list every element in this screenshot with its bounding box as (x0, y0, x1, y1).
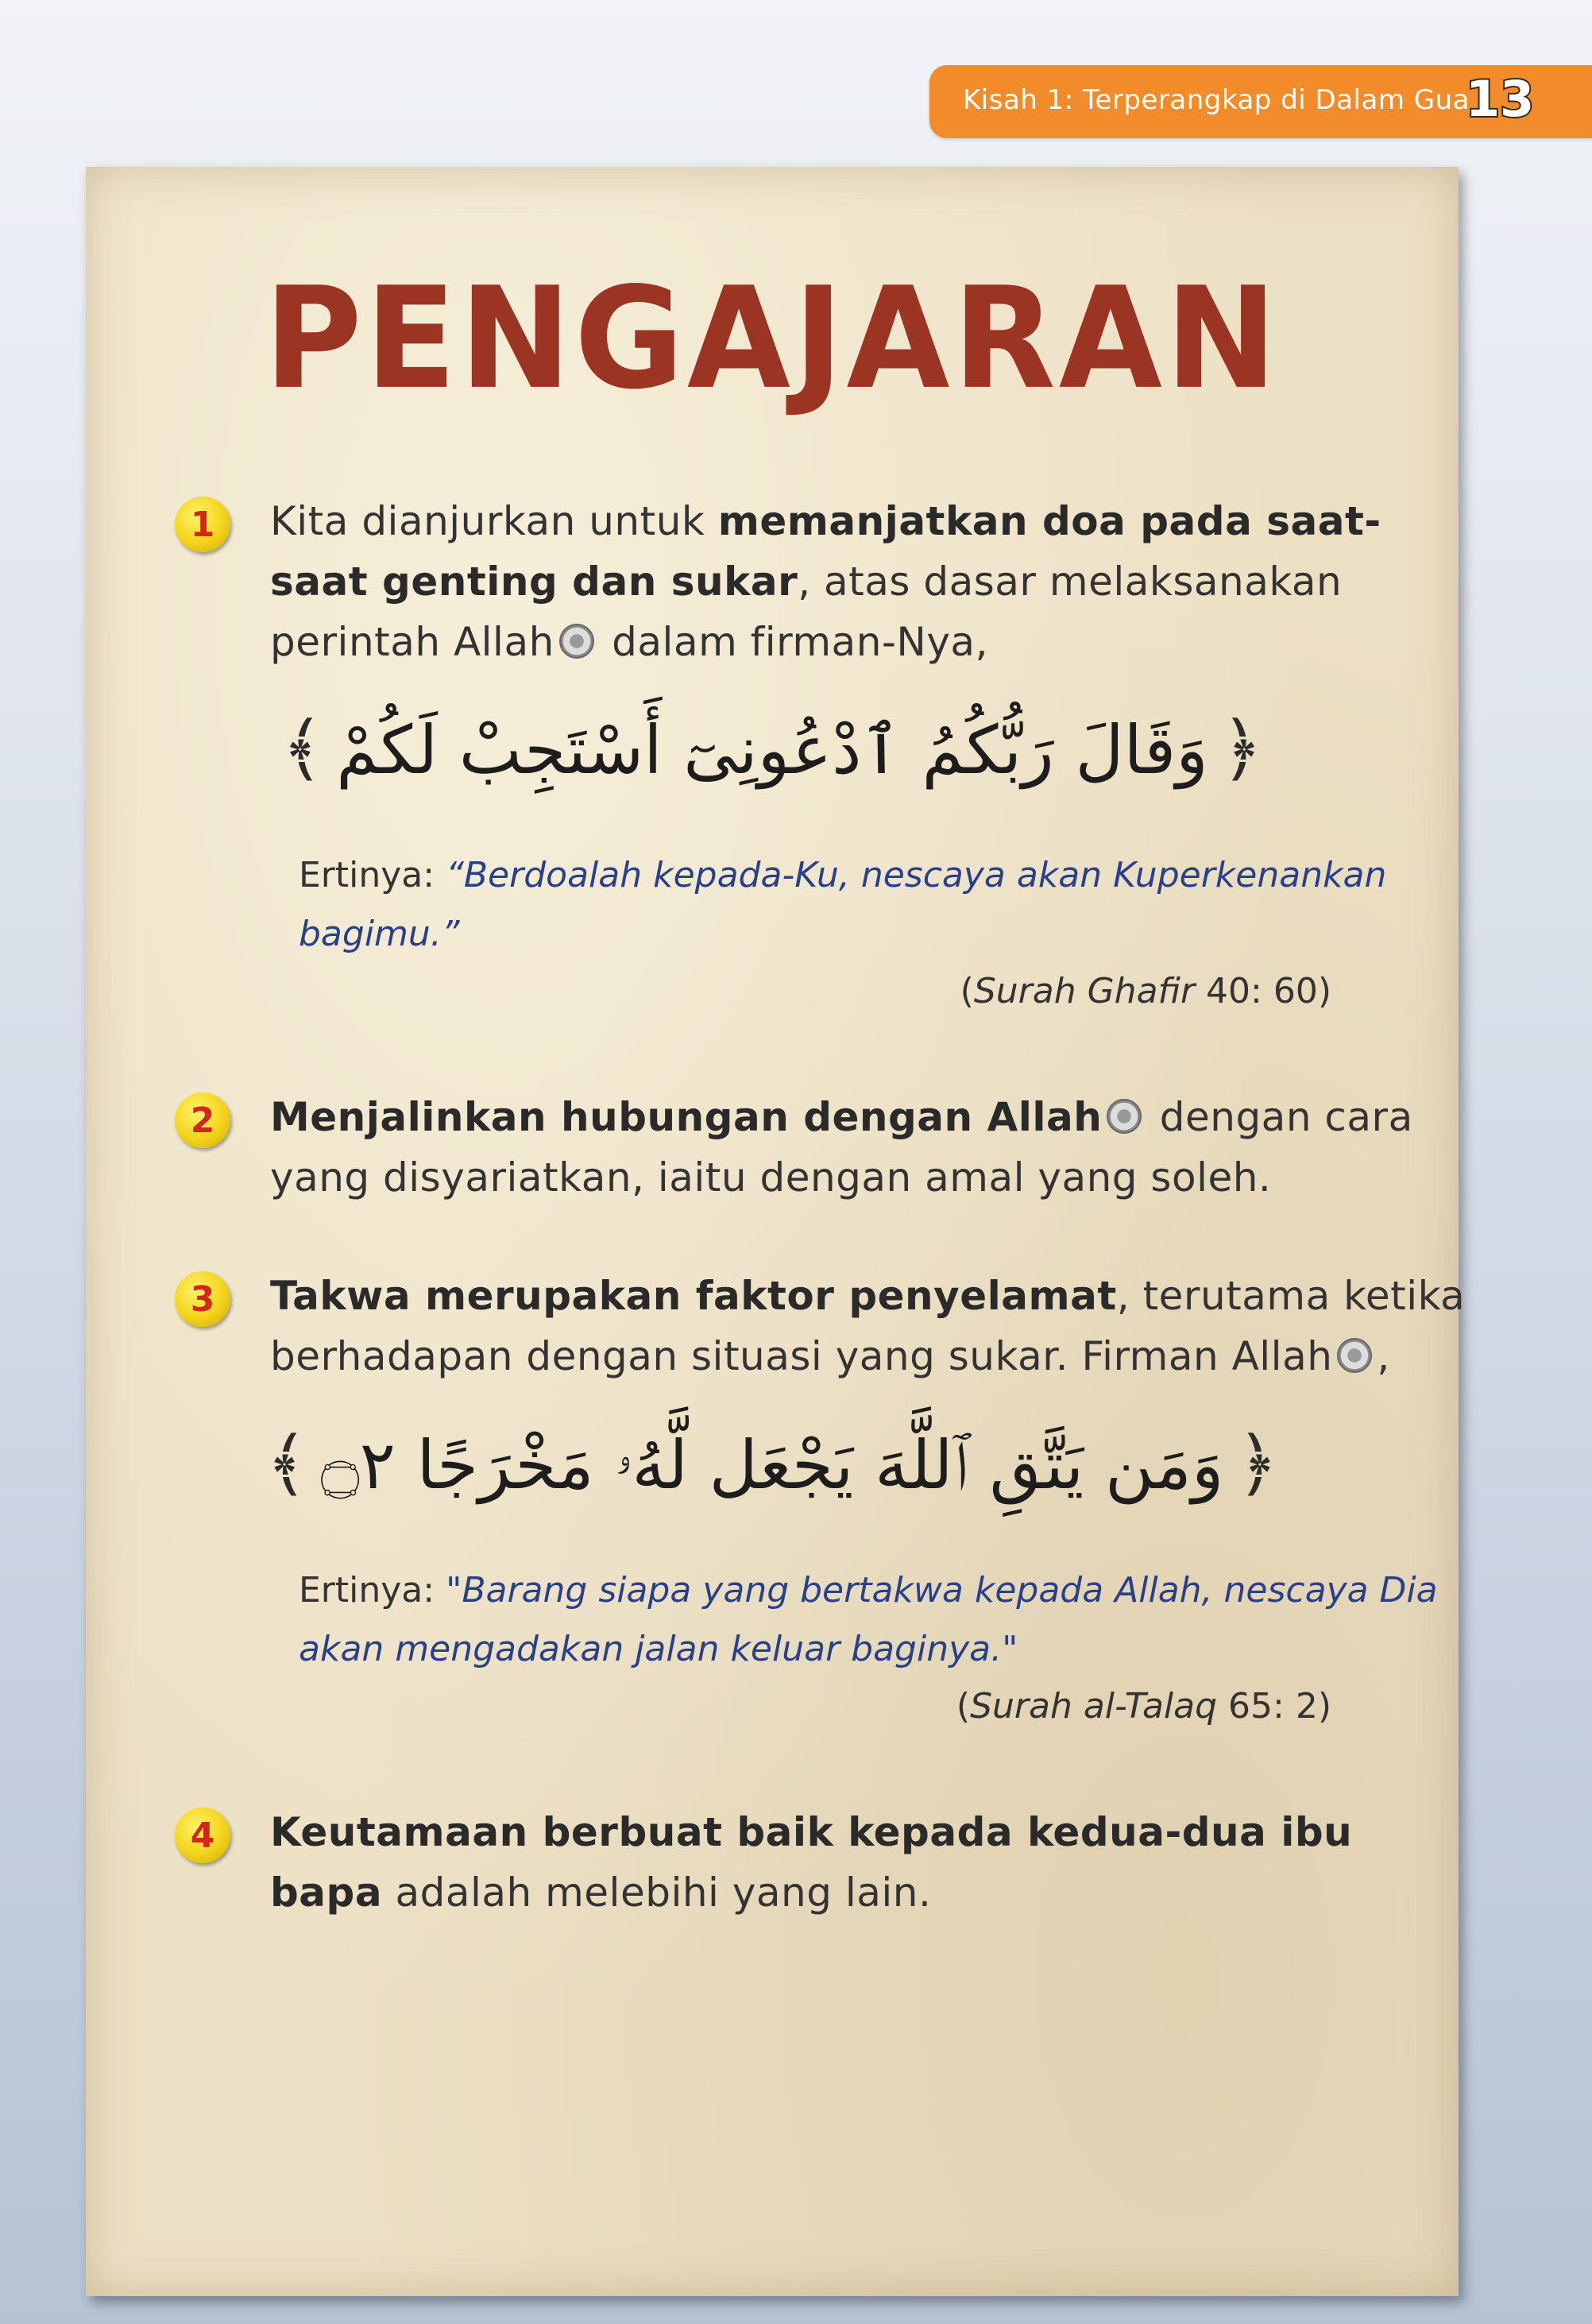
point-1-continued: , atas dasar melaksanakan perintah Allah (270, 559, 1343, 665)
verse-2-arabic (86, 1422, 1459, 1506)
translation-2-quote: "Barang siapa yang bertakwa kepada Allah, nescaya Dia akan mengadakan jalan keluar baginya." (299, 1570, 1438, 1669)
translation-1-label: Ertinya: (299, 855, 446, 895)
verse-1-text: وَقَالَ رَبُّكُمُ ٱدْعُونِىٓ أَسْتَجِبْ لَكُمْ (336, 711, 1208, 789)
page-number: 13 (1466, 70, 1535, 128)
verse-2-bracket-open: ﴿ (1236, 1422, 1279, 1506)
swt-honorific-icon (559, 624, 594, 659)
verse-2-citation (956, 1686, 1331, 1727)
page-title: PENGAJARAN (264, 257, 1281, 420)
point-1-ending: dalam firman-Nya, (598, 619, 988, 665)
point-3-continued: , terutama ketika berhadapan dengan situasi yang sukar. Firman Allah (270, 1273, 1466, 1379)
citation-2-open: ( (956, 1686, 971, 1727)
verse-2-bracket-close: ﴾ (265, 1422, 308, 1506)
point-1-bold: memanjatkan doa pada saat-saat genting dan sukar (270, 498, 1381, 605)
point-3-ending: , (1377, 1333, 1390, 1379)
point-1-intro: Kita dianjurkan untuk (270, 498, 718, 544)
citation-1-ref: 40: 60) (1195, 971, 1331, 1011)
citation-1-open: ( (960, 971, 974, 1011)
point-3-bold: Takwa merupakan faktor penyelamat (270, 1273, 1117, 1319)
verse-1-translation (299, 846, 1443, 964)
swt-honorific-icon (1337, 1338, 1372, 1373)
citation-2-ref: 65: 2) (1217, 1686, 1331, 1727)
point-3-text (270, 1266, 1478, 1386)
translation-2-label: Ertinya: (299, 1570, 446, 1611)
point-2-bold: Menjalinkan hubungan dengan Allah (270, 1094, 1103, 1140)
citation-2-surah: Surah al-Talaq (970, 1686, 1218, 1727)
point-3-badge: 3 (175, 1271, 230, 1327)
verse-1-bracket-close: ﴾ (281, 707, 324, 791)
verse-1-citation (960, 971, 1331, 1011)
chapter-header-tab (929, 65, 1592, 138)
point-4-text (270, 1802, 1478, 1923)
verse-2-translation (299, 1561, 1443, 1679)
parchment-paper (86, 167, 1466, 2296)
point-2-badge: 2 (175, 1092, 230, 1148)
chapter-title: Kisah 1: Terperangkap di Dalam Gua (963, 84, 1470, 116)
point-4-continued: adalah melebihi yang lain. (382, 1870, 932, 1916)
point-4-bold: Keutamaan berbuat baik kepada kedua-dua ibu bapa (270, 1809, 1353, 1916)
point-2-continued: dengan cara yang disyariatkan, iaitu dengan amal yang soleh. (270, 1094, 1413, 1201)
point-1-text (270, 491, 1478, 672)
translation-1-quote: “Berdoalah kepada-Ku, nescaya akan Kuperkenankan bagimu.” (299, 855, 1387, 954)
verse-2-text: وَمَن يَتَّقِ ٱللَّهَ يَجْعَل لَّهُۥ مَخْرَجًا ۝٢ (320, 1426, 1224, 1504)
citation-1-surah: Surah Ghafir (973, 971, 1196, 1011)
verse-1-arabic (86, 707, 1459, 791)
point-2-text (270, 1087, 1478, 1208)
point-1-badge: 1 (175, 497, 230, 552)
point-4-badge: 4 (175, 1808, 230, 1863)
verse-1-bracket-open: ﴿ (1220, 707, 1263, 791)
swt-honorific-icon (1107, 1099, 1142, 1134)
